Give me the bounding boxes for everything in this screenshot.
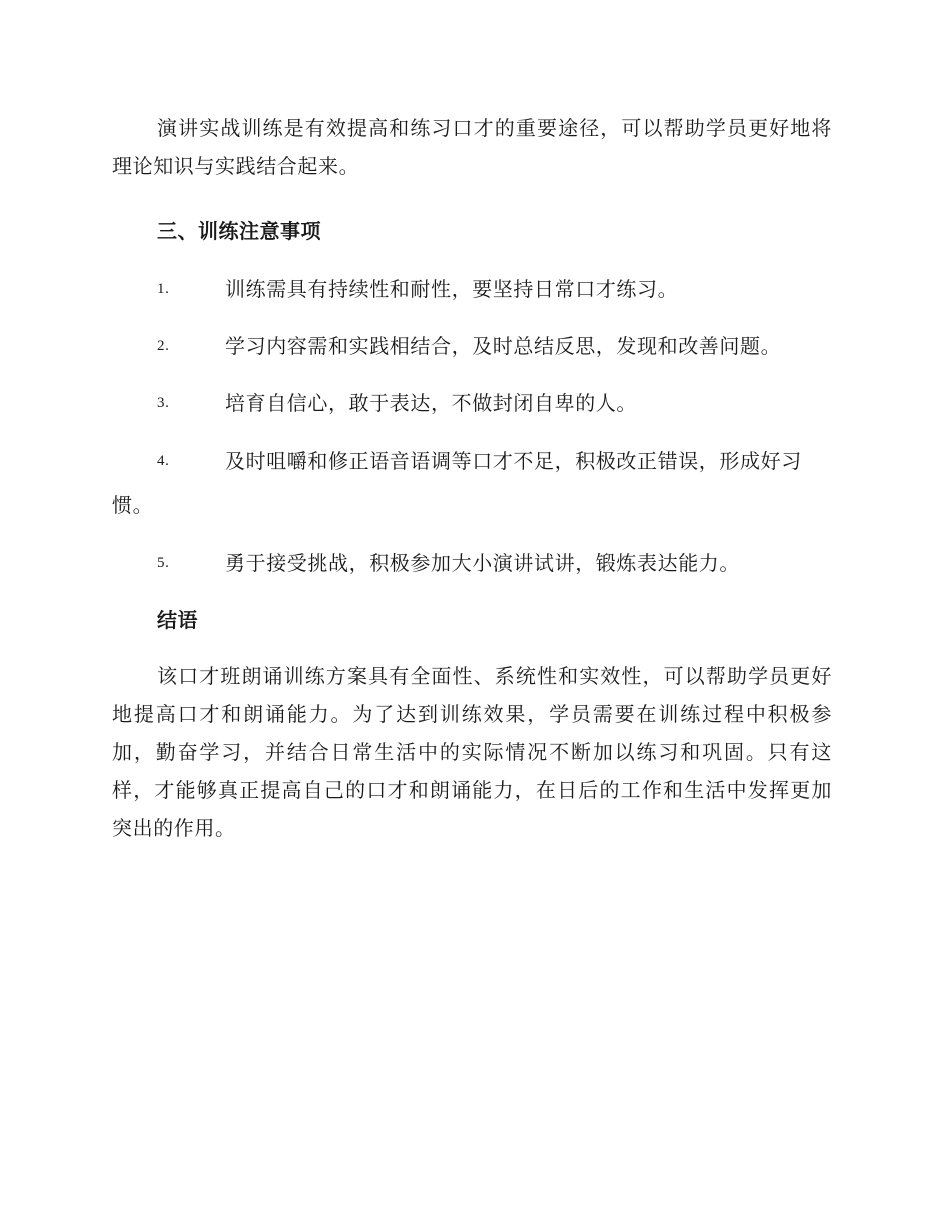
list-item-number: 4. bbox=[157, 453, 170, 469]
section-heading-conclusion: 结语 bbox=[157, 608, 198, 632]
list-item bbox=[112, 439, 832, 527]
list-item-text: 勇于接受挑战，积极参加大小演讲试讲，锻炼表达能力。 bbox=[225, 551, 740, 575]
list-item-number: 1. bbox=[157, 281, 170, 297]
list-item bbox=[112, 541, 832, 585]
list-item-number: 2. bbox=[157, 338, 170, 354]
list-item-number: 3. bbox=[157, 395, 170, 411]
list-item-text: 培育自信心，敢于表达，不做封闭自卑的人。 bbox=[225, 391, 637, 415]
intro-paragraph: 演讲实战训练是有效提高和练习口才的重要途径，可以帮助学员更好地将理论知识与实践结合起来。 bbox=[112, 116, 832, 178]
list-item bbox=[112, 267, 832, 311]
section-heading-training-notes: 三、训练注意事项 bbox=[157, 219, 321, 243]
list-item bbox=[112, 381, 832, 425]
conclusion-paragraph: 该口才班朗诵训练方案具有全面性、系统性和实效性，可以帮助学员更好地提高口才和朗诵能力。为了达到训练效果，学员需要在训练过程中积极参加，勤奋学习，并结合日常生活中的实际情况不断加以练习和巩固。只有这样，才能够真正提高自己的口才和朗诵能力，在日后的工作和生活中发挥更加突出的作用。 bbox=[112, 664, 832, 840]
list-item-text: 学习内容需和实践相结合，及时总结反思，发现和改善问题。 bbox=[225, 334, 782, 358]
list-item-number: 5. bbox=[157, 555, 170, 571]
list-item-text: 及时咀嚼和修正语音语调等口才不足，积极改正错误，形成好习惯。 bbox=[112, 449, 802, 517]
list-item-text: 训练需具有持续性和耐性，要坚持日常口才练习。 bbox=[225, 277, 679, 301]
list-item bbox=[112, 324, 832, 368]
